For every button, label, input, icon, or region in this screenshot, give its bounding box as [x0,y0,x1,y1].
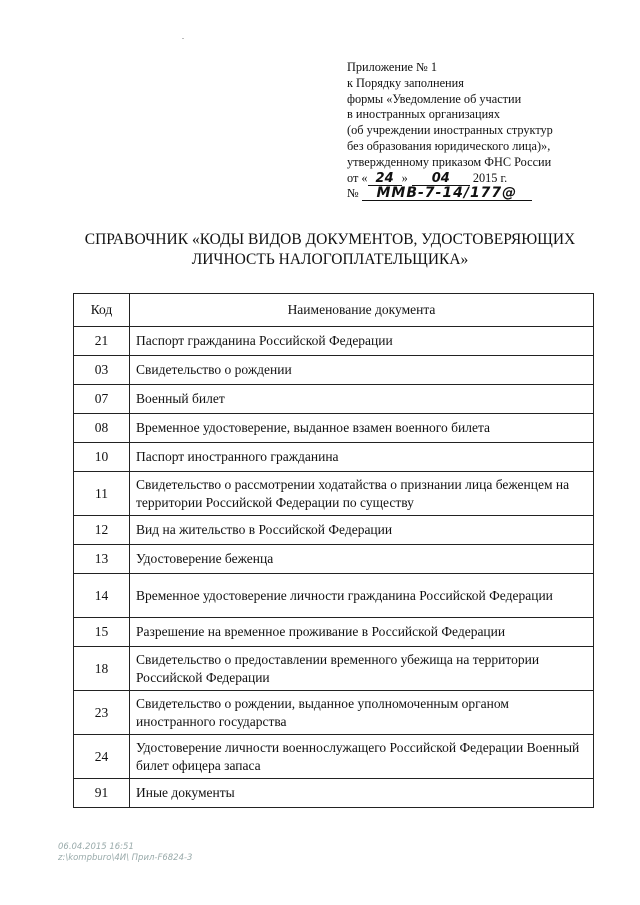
header-name: Наименование документа [130,294,594,327]
title-line-2: ЛИЧНОСТЬ НАЛОГОПЛАТЕЛЬЩИКА» [191,251,469,268]
appendix-line: формы «Уведомление об участии [347,91,522,106]
footer-path: z:\kompburo\4И\ Прил-F6824-3 [58,852,193,863]
row-code: 08 [74,414,130,443]
table-row [74,618,594,647]
row-code: 03 [74,356,130,385]
row-name: Вид на жительство в Российской Федерации [130,516,594,545]
table-row [74,472,594,516]
footer-timestamp: 06.04.2015 16:51 [58,842,134,852]
file-path-footer [58,842,192,863]
date-prefix: от « [347,170,368,185]
row-name: Свидетельство о рождении, выданное уполномоченным органом иностранного государства [130,691,594,735]
table-row [74,545,594,574]
row-name: Военный билет [130,385,594,414]
row-name: Паспорт гражданина Российской Федерации [130,327,594,356]
table-header-row [74,294,594,327]
appendix-line: без образования юридического лица)», [347,138,551,153]
approval-number [347,186,607,202]
scan-speck [182,38,184,39]
row-code: 14 [74,574,130,618]
row-name: Разрешение на временное проживание в Российской Федерации [130,618,594,647]
table-row [74,414,594,443]
table-row [74,574,594,618]
row-name: Удостоверение беженца [130,545,594,574]
handwritten-day: 24 [368,172,402,186]
row-name: Удостоверение личности военнослужащего Российской Федерации Военный билет офицера запаса [130,735,594,779]
row-name: Временное удостоверение, выданное взамен военного билета [130,414,594,443]
table-row [74,647,594,691]
row-name: Свидетельство о рождении [130,356,594,385]
row-code: 13 [74,545,130,574]
row-name: Свидетельство о рассмотрении ходатайства о признании лица беженцем на территории Российской Федерации по существу [130,472,594,516]
date-year: 2015 г. [472,170,508,185]
appendix-line: к Порядку заполнения [347,75,464,90]
appendix-line: (об учреждении иностранных структур [347,123,553,138]
table-row [74,385,594,414]
title-line-1: СПРАВОЧНИК «КОДЫ ВИДОВ ДОКУМЕНТОВ, УДОСТОВЕРЯЮЩИХ [84,231,576,248]
appendix-line: Приложение № 1 [347,60,438,74]
table-row [74,443,594,472]
row-name: Временное удостоверение личности гражданина Российской Федерации [130,574,594,618]
table-row [74,356,594,385]
handwritten-month: 04 [412,172,470,186]
row-code: 24 [74,735,130,779]
row-code: 15 [74,618,130,647]
table-row [74,691,594,735]
handwritten-order-number: ММВ-7-14/177@ [362,187,532,201]
appendix-line: в иностранных организациях [347,107,500,122]
date-mid: » [401,170,408,185]
row-code: 10 [74,443,130,472]
table-row [74,779,594,808]
row-name: Иные документы [130,779,594,808]
row-code: 18 [74,647,130,691]
header-code: Код [74,294,130,327]
row-code: 07 [74,385,130,414]
document-title [60,230,600,270]
document-codes-table [73,293,594,808]
table-row [74,327,594,356]
table-row [74,735,594,779]
row-code: 12 [74,516,130,545]
appendix-line: утвержденному приказом ФНС России [347,154,552,169]
row-name: Свидетельство о предоставлении временного убежища на территории Российской Федерации [130,647,594,691]
appendix-block [347,60,607,202]
row-code: 23 [74,691,130,735]
number-prefix: № [347,186,359,201]
row-name: Паспорт иностранного гражданина [130,443,594,472]
row-code: 91 [74,779,130,808]
row-code: 21 [74,327,130,356]
approval-date [347,171,607,187]
row-code: 11 [74,472,130,516]
table-row [74,516,594,545]
